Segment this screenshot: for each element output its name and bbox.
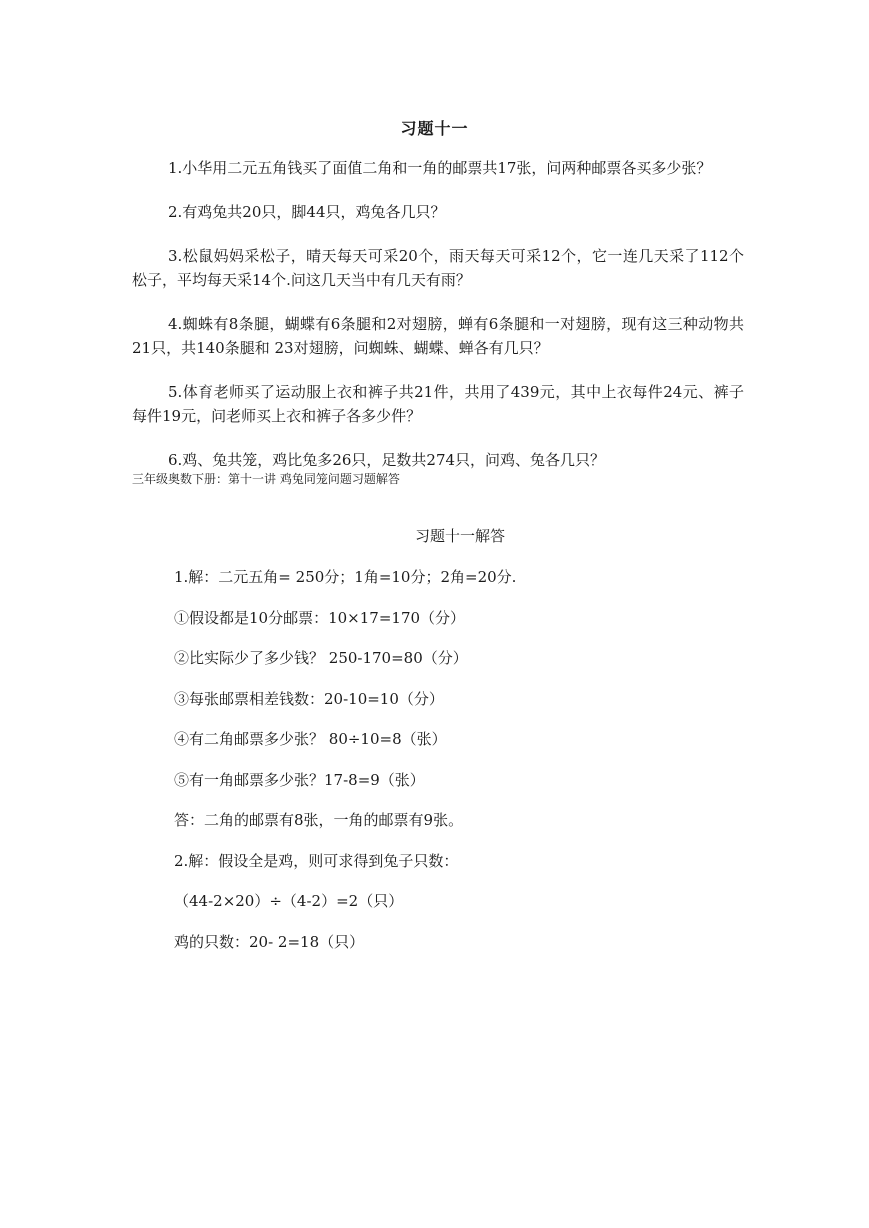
answer-line: ①假设都是10分邮票：10×17=170（分）: [174, 608, 466, 627]
answer-line: ③每张邮票相差钱数：20-10=10（分）: [174, 689, 444, 708]
page-title: 习题十一: [400, 119, 469, 138]
answer-line: ⑤有一角邮票多少张？17-8=9（张）: [174, 770, 425, 789]
answer-line: 2.解：假设全是鸡，则可求得到兔子只数：: [174, 851, 459, 870]
answer-line: 鸡的只数：20- 2=18（只）: [174, 932, 365, 951]
problem-item: 2.有鸡兔共20只，脚44只，鸡兔各几只？: [168, 203, 446, 221]
answer-line: ②比实际少了多少钱？ 250-170=80（分）: [174, 649, 468, 667]
answer-line: 答：二角的邮票有8张，一角的邮票有9张。: [174, 811, 464, 829]
answer-title: 习题十一解答: [414, 527, 505, 545]
problem-item: 5.体育老师买了运动服上衣和裤子共21件，共用了439元，其中上衣每件24元、裤子每件19元，问老师买上衣和裤子各多少件？: [132, 383, 744, 425]
answer-list: [174, 565, 734, 970]
answer-line: （44-2×20）÷（4-2）=2（只）: [174, 892, 404, 910]
problem-item: 1.小华用二元五角钱买了面值二角和一角的邮票共17张，问两种邮票各买多少张？: [168, 159, 712, 177]
problem-item: 6.鸡、兔共笼，鸡比兔多26只，足数共274只，问鸡、兔各几只？: [168, 451, 606, 469]
section-caption: 三年级奥数下册：第十一讲 鸡兔同笼问题习题解答: [132, 472, 400, 486]
answer-line: 1.解：二元五角= 250分；1角=10分；2角=20分.: [174, 568, 517, 586]
problem-item: 3.松鼠妈妈采松子，晴天每天可采20个，雨天每天可采12个，它一连几天采了112个松子，平均每天采14个.问这几天当中有几天有雨？: [132, 247, 744, 289]
problem-list: [132, 156, 744, 492]
problem-item: 4.蜘蛛有8条腿，蝴蝶有6条腿和2对翅膀，蝉有6条腿和一对翅膀，现有这三种动物共21只，共140条腿和 23对翅膀，问蜘蛛、蝴蝶、蝉各有几只？: [132, 315, 744, 357]
answer-line: ④有二角邮票多少张？ 80÷10=8（张）: [174, 730, 447, 748]
